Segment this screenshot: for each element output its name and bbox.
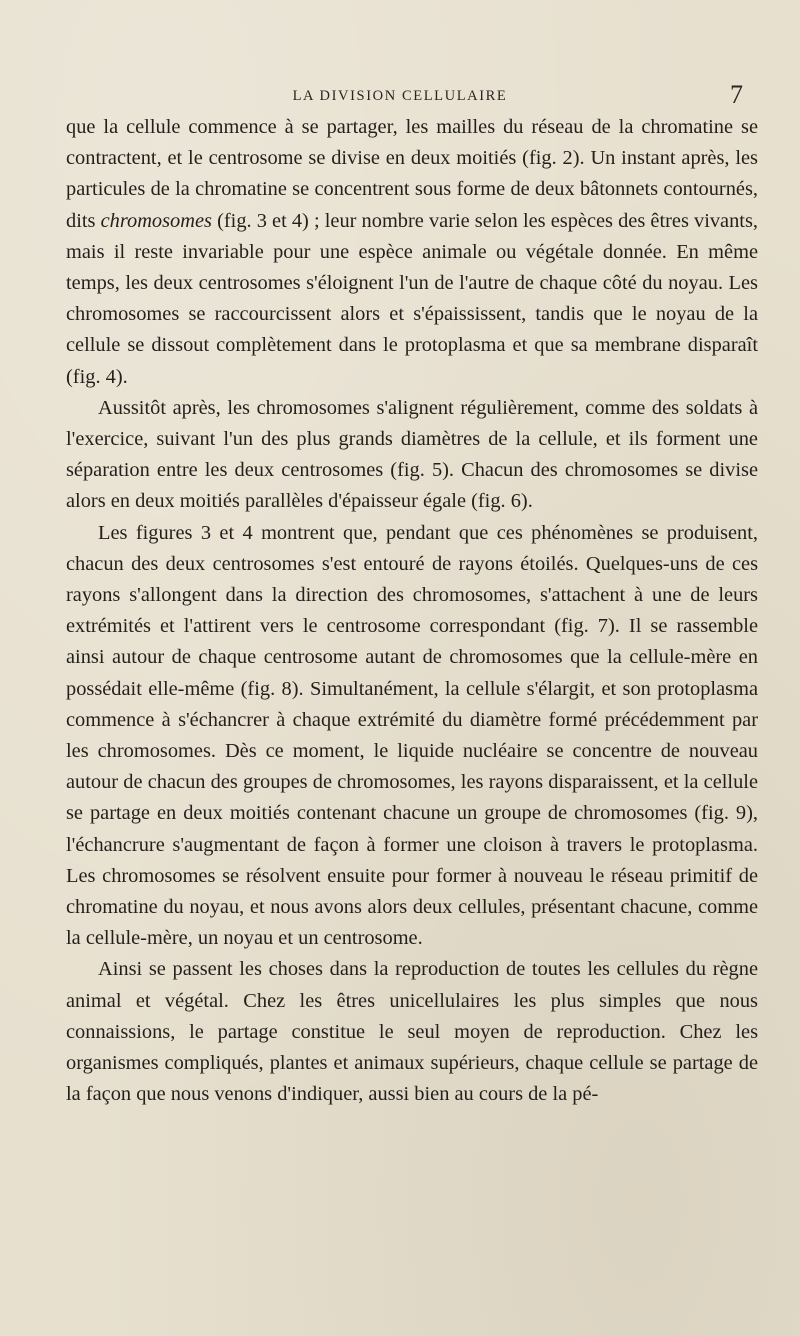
paragraph-2: Aussitôt après, les chromosomes s'alignent régulièrement, comme des soldats à l'exercice, suivant l'un des plus grands diamètres de la cellule, et ils forment une séparation entre les deux centrosomes (fig. 5). Chacun des chromosomes se divise alors en deux moitiés parallèles d'épaisseur égale (fig. 6). <box>66 396 758 513</box>
paragraph-1 <box>66 112 758 393</box>
paragraph-1-end: (fig. 3 et 4) ; leur nombre varie selon les espèces des êtres vivants, mais il reste invariable pour une espèce animale ou végétale donnée. En même temps, les deux centrosomes s'éloignent l'un de l'autre de chaque côté du noyau. Les chromosomes se raccourcissent alors et s'épaississent, tandis que le noyau de la cellule se dissout complètement dans le protoplasma et que sa membrane disparaît (fig. 4). <box>66 209 758 388</box>
body-text <box>66 112 758 1111</box>
running-title: LA DIVISION CELLULAIRE <box>292 88 508 104</box>
paragraph-3: Les figures 3 et 4 montrent que, pendant que ces phénomènes se produisent, chacun des deux centrosomes s'est entouré de rayons étoilés. Quelques-uns de ces rayons s'allongent dans la direction des chromosomes, s'attachent à une de leurs extrémités et l'attirent vers le centrosome correspondant (fig. 7). Il se rassemble ainsi autour de chaque centrosome autant de chromosomes que la cellule-mère en possédait elle-même (fig. 8). Simultanément, la cellule s'élargit, et son protoplasma commence à s'échancrer à chaque extrémité du diamètre formé précédemment par les chromosomes. Dès ce moment, le liquide nucléaire se concentre de nouveau autour de chacun des groupes de chromosomes, les rayons disparaissent, et la cellule se partage en deux moitiés contenant chacune un groupe de chromosomes (fig. 9), l'échancrure s'augmentant de façon à former une cloison à travers le protoplasma. Les chromosomes se résolvent ensuite pour former à nouveau le réseau primitif de chromatine du noyau, et nous avons alors deux cellules, présentant chacune, comme la cellule-mère, un noyau et un centrosome. <box>66 521 758 950</box>
term-chromosomes: chromosomes <box>100 209 212 232</box>
paragraph-4: Ainsi se passent les choses dans la reproduction de toutes les cellules du règne animal et végétal. Chez les êtres unicellulaires les plus simples que nous connaissions, le partage constitue le seul moyen de reproduction. Chez les organismes compliqués, plantes et animaux supérieurs, chaque cellule se partage de la façon que nous venons d'indiquer, aussi bien au cours de la pé- <box>66 958 758 1106</box>
paragraph-1-start: que la cellule commence à se partager, les mailles du réseau de la chromatine se contractent, et le centrosome se divise en deux moitiés (fig. 2). Un instant après, les particules de la chromatine se concentrent sous forme de deux bâtonnets contournés, dits <box>66 116 758 232</box>
page-number: 7 <box>730 80 743 109</box>
